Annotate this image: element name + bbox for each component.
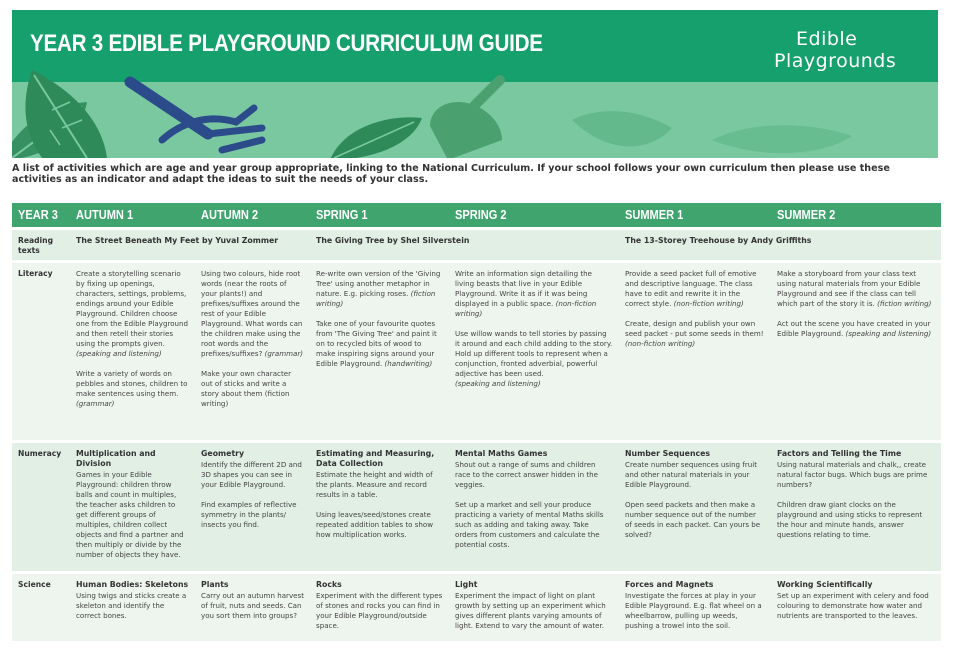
literacy-summer-1: Provide a seed packet full of emotive and descriptive language. The class have to edit and rewrite it in the correct style. (non-fiction writing) Create, design and publish your own seed packet - put some seeds in them! (non-fiction writing) (625, 269, 764, 348)
numeracy-spring-1: Estimating and Measuring, Data Collection Estimate the height and width of the plants. Measure and record results in a table. Using leaves/seed/stones create repeated addition tables to show how multiplication works. (316, 449, 435, 539)
science-spring-2: Light Experiment the impact of light on plant growth by setting up an experiment which gives different plants varying amounts of light. Extend to vary the amount of water. (455, 580, 606, 630)
row-label-reading: Reading texts (18, 236, 54, 255)
literacy-autumn-1: Create a storytelling scenario by fixing up openings, characters, settings, problems, endings around your Edible Playground. Children choose one from the Edible Playground and then retell their stories using the prompts given. (speaking and listening) Write a variety of words on pebbles and stones, children to make sentences using them. (grammar) (76, 269, 189, 408)
header-banner (12, 10, 938, 158)
literacy-spring-1: Re-write own version of the 'Giving Tree' using another metaphor in nature. E.g. picking roses. (fiction writing) Take one of your favourite quotes from 'The Giving Tree' and paint it on to recycled bits of wood to make inspiring signs around your Edible Playground. (handwriting) (316, 269, 441, 368)
page-title: YEAR 3 EDIBLE PLAYGROUND CURRICULUM GUIDE (30, 30, 543, 57)
edible-playgrounds-logo (766, 28, 916, 78)
leaf-icon (25, 70, 107, 158)
header-summer-1: SUMMER 1 (625, 207, 684, 222)
intro-paragraph: A list of activities which are age and year group appropriate, linking to the National Curriculum. If your school follows your own curriculum then please use these activities as an indicator and adapt the ideas to suit the needs of your class. (12, 163, 890, 185)
table-row-literacy (12, 263, 941, 440)
science-summer-1: Forces and Magnets Investigate the forces at play in your Edible Playground. E.g. flat wheel on a wheelbarrow, pulling up weeds, pushing a trowel into the soil. (625, 580, 762, 630)
science-summer-2: Working Scientifically Set up an experiment with celery and food colouring to demonstrate how water and nutrients are transported to the leaves. (777, 580, 929, 620)
header-autumn-2: AUTUMN 2 (201, 207, 259, 222)
logo-text-line2: Playgrounds (774, 50, 897, 72)
table-row-numeracy (12, 443, 941, 571)
table-header-row (12, 203, 941, 227)
header-year: YEAR 3 (18, 207, 58, 222)
reading-text-autumn: The Street Beneath My Feet by Yuval Zommer (76, 236, 279, 245)
header-spring-2: SPRING 2 (455, 207, 507, 222)
numeracy-autumn-2: Geometry Identify the different 2D and 3D shapes you can see in your Edible Playground. Find examples of reflective symmetry in the plants/ insects you find. (201, 449, 302, 529)
literacy-autumn-2: Using two colours, hide root words (near the roots of your plants!) and prefixes/suffixes around the rest of your Edible Playground. What words can the children make using the root words and the prefixes/suffixes? (grammar) Make your own character out of sticks and write a story about them (fiction writing) (201, 269, 304, 408)
trowel-icon (430, 80, 502, 158)
curriculum-table (12, 203, 941, 641)
numeracy-summer-1: Number Sequences Create number sequences using fruit and other natural materials in your Edible Playground. Open seed packets and then make a number sequence out of the number of seeds in each packet. Can yours be solved? (625, 449, 761, 539)
reading-text-summer: The 13-Storey Treehouse by Andy Griffiths (625, 236, 812, 245)
reading-text-spring: The Giving Tree by Shel Silverstein (316, 236, 470, 245)
numeracy-summer-2: Factors and Telling the Time Using natural materials and chalk,, create natural factor bugs. Which bugs are prime numbers? Children draw giant clocks on the playground and using sticks to represent the hour and minute hands, answer questions relating to time. (777, 449, 928, 539)
table-row-science (12, 574, 941, 641)
leaf-icon (330, 117, 422, 158)
science-autumn-2: Plants Carry out an autumn harvest of fruit, nuts and seeds. Can you sort them into groups? (201, 580, 305, 620)
header-spring-1: SPRING 1 (316, 207, 368, 222)
table-row-reading (12, 230, 941, 260)
numeracy-spring-2: Mental Maths Games Shout out a range of sums and children race to the correct answer hidden in the veggies. Set up a market and sell your produce practicing a variety of mental Maths skills such as adding and taking away. Take orders from customers and calculate the potential costs. (455, 449, 604, 549)
row-label-literacy: Literacy (18, 269, 53, 278)
science-autumn-1: Human Bodies: Skeletons Using twigs and sticks create a skeleton and identify the correct bones. (76, 580, 189, 620)
header-summer-2: SUMMER 2 (777, 207, 836, 222)
literacy-spring-2: Write an information sign detailing the living beasts that live in your Edible Playground. Write it as if it was being displayed in a public space. (non-fiction writing) Use willow wands to tell stories by passing it around and each child adding to the story. Hold up different tools to represent when a conjunction, fronted adverbial, powerful adjective has been used. (speaking and listening) (455, 269, 613, 388)
header-autumn-1: AUTUMN 1 (76, 207, 134, 222)
row-label-science: Science (18, 580, 51, 589)
fork-icon (130, 82, 262, 150)
science-spring-1: Rocks Experiment with the different types of stones and rocks you can find in your Edible Playground/outside space. (316, 580, 443, 630)
row-label-numeracy: Numeracy (18, 449, 62, 458)
logo-text-line1: Edible (796, 28, 858, 50)
literacy-summer-2: Make a storyboard from your class text using natural materials from your Edible Playground and see if the class can tell which part of the story it is. (fiction writing) Act out the scene you have created in your Edible Playground. (speaking and listening) (777, 269, 932, 338)
leaf-icon (572, 111, 852, 153)
numeracy-autumn-1: Multiplication and Division Games in your Edible Playground: children throw balls and count in multiples, the teacher asks children to get different groups of multiples, children collect objects and find a partner and then multiply or divide by the number of objects they have. (76, 449, 184, 559)
